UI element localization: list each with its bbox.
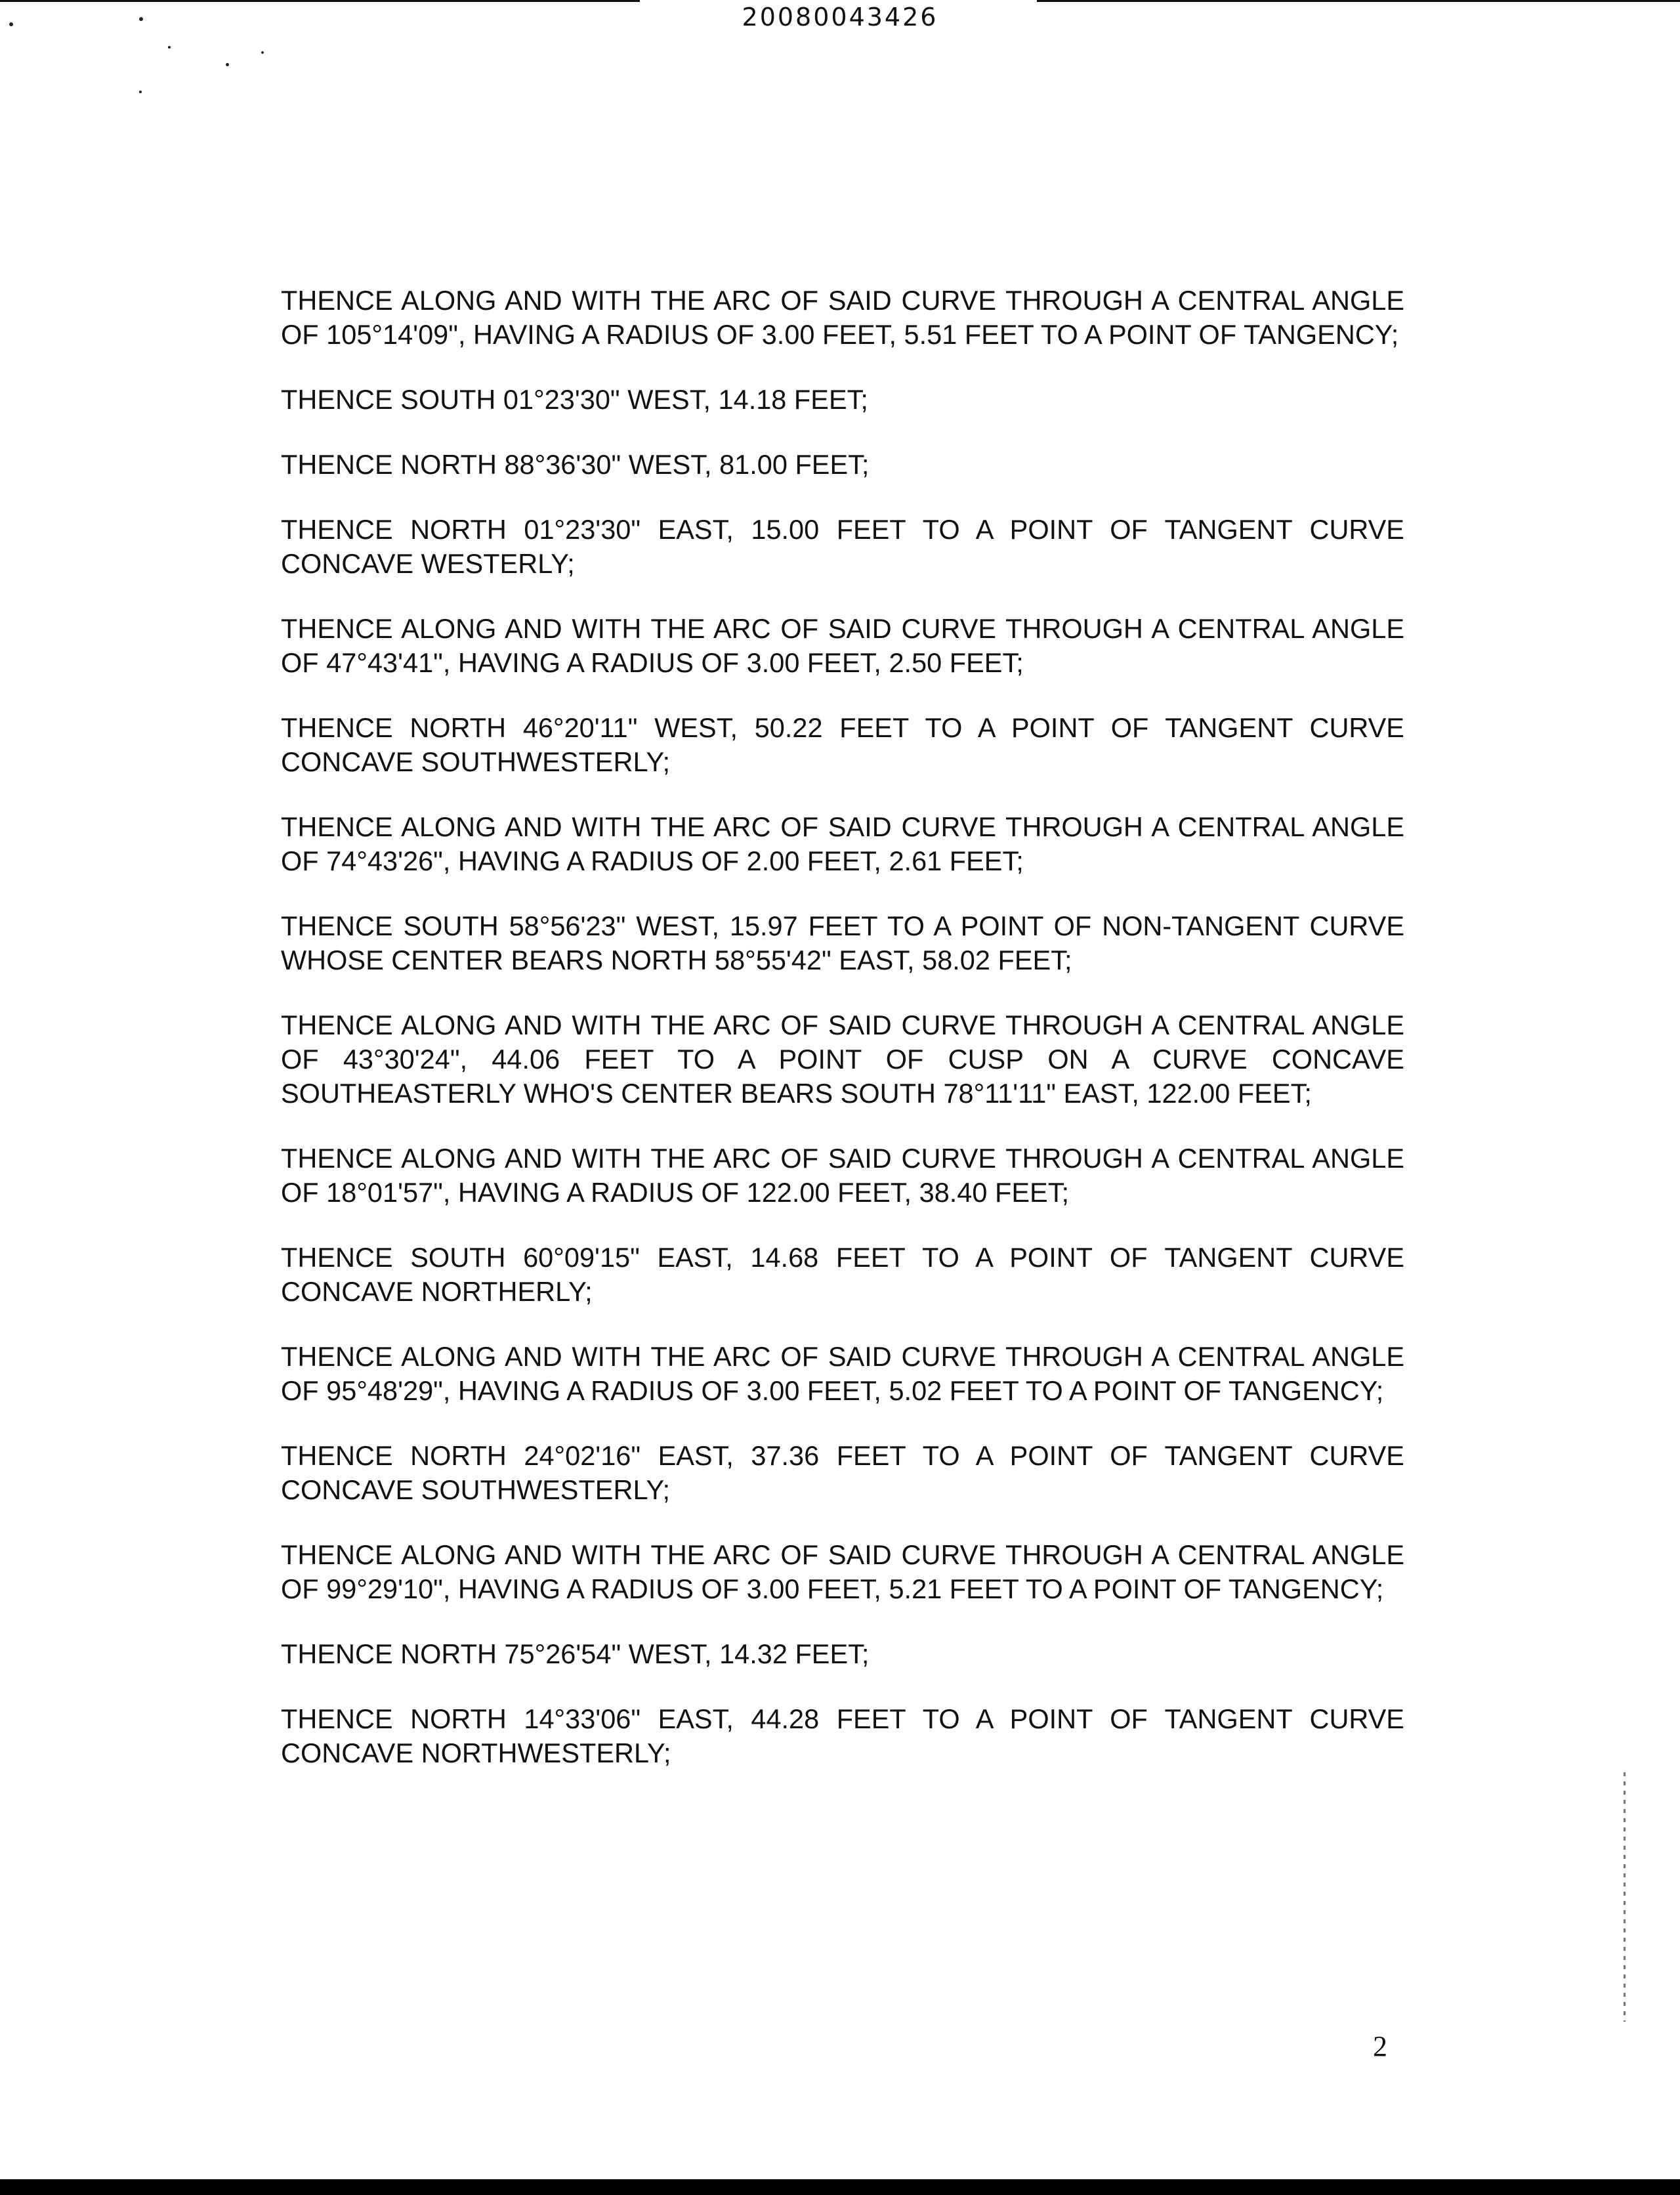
scan-speck [168,46,171,49]
paragraph: THENCE ALONG AND WITH THE ARC OF SAID CURVE THROUGH A CENTRAL ANGLE OF 105°14'09", HAVING A RADIUS OF 3.00 FEET, 5.51 FEET TO A POINT OF TANGENCY; [281,285,1404,350]
paragraph: THENCE ALONG AND WITH THE ARC OF SAID CURVE THROUGH A CENTRAL ANGLE OF 95°48'29", HAVING A RADIUS OF 3.00 FEET, 5.02 FEET TO A POINT OF TANGENCY; [281,1341,1404,1406]
top-scan-rule-left [0,0,640,2]
document-number: 20080043426 [742,3,938,32]
paragraph: THENCE NORTH 24°02'16" EAST, 37.36 FEET TO A POINT OF TANGENT CURVE CONCAVE SOUTHWESTERLY; [281,1440,1404,1505]
scan-speck [261,51,264,54]
paragraph: THENCE SOUTH 58°56'23" WEST, 15.97 FEET TO A POINT OF NON-TANGENT CURVE WHOSE CENTER BEARS NORTH 58°55'42" EAST, 58.02 FEET; [281,910,1404,975]
paragraph: THENCE ALONG AND WITH THE ARC OF SAID CURVE THROUGH A CENTRAL ANGLE OF 47°43'41", HAVING A RADIUS OF 3.00 FEET, 2.50 FEET; [281,613,1404,678]
scan-speck [226,63,229,66]
paragraph: THENCE NORTH 88°36'30" WEST, 81.00 FEET; [281,449,870,480]
legal-description-body [281,284,1404,1801]
paragraph: THENCE NORTH 46°20'11" WEST, 50.22 FEET TO A POINT OF TANGENT CURVE CONCAVE SOUTHWESTERLY; [281,712,1404,777]
paragraph: THENCE SOUTH 60°09'15" EAST, 14.68 FEET TO A POINT OF TANGENT CURVE CONCAVE NORTHERLY; [281,1242,1404,1307]
bottom-scan-band [0,2179,1680,2195]
top-scan-rule-right [1037,0,1680,2]
scan-edge-mark [1624,1772,1626,2022]
page-number: 2 [1373,2030,1387,2062]
paragraph: THENCE ALONG AND WITH THE ARC OF SAID CURVE THROUGH A CENTRAL ANGLE OF 18°01'57", HAVING A RADIUS OF 122.00 FEET, 38.40 FEET; [281,1143,1404,1208]
paragraph: THENCE ALONG AND WITH THE ARC OF SAID CURVE THROUGH A CENTRAL ANGLE OF 74°43'26", HAVING A RADIUS OF 2.00 FEET, 2.61 FEET; [281,811,1404,876]
paragraph: THENCE NORTH 75°26'54" WEST, 14.32 FEET; [281,1638,870,1669]
paragraph: THENCE SOUTH 01°23'30" WEST, 14.18 FEET; [281,384,868,415]
paragraph: THENCE NORTH 14°33'06" EAST, 44.28 FEET TO A POINT OF TANGENT CURVE CONCAVE NORTHWESTERLY; [281,1703,1404,1768]
scan-speck [139,91,142,93]
paragraph: THENCE ALONG AND WITH THE ARC OF SAID CURVE THROUGH A CENTRAL ANGLE OF 43°30'24", 44.06 FEET TO A POINT OF CUSP ON A CURVE CONCAVE SOUTHEASTERLY WHO'S CENTER BEARS SOUTH 78°11'11" EAST, 122.00 FEET; [281,1010,1404,1109]
paragraph: THENCE ALONG AND WITH THE ARC OF SAID CURVE THROUGH A CENTRAL ANGLE OF 99°29'10", HAVING A RADIUS OF 3.00 FEET, 5.21 FEET TO A POINT OF TANGENCY; [281,1539,1404,1604]
paragraph: THENCE NORTH 01°23'30" EAST, 15.00 FEET TO A POINT OF TANGENT CURVE CONCAVE WESTERLY; [281,514,1404,579]
